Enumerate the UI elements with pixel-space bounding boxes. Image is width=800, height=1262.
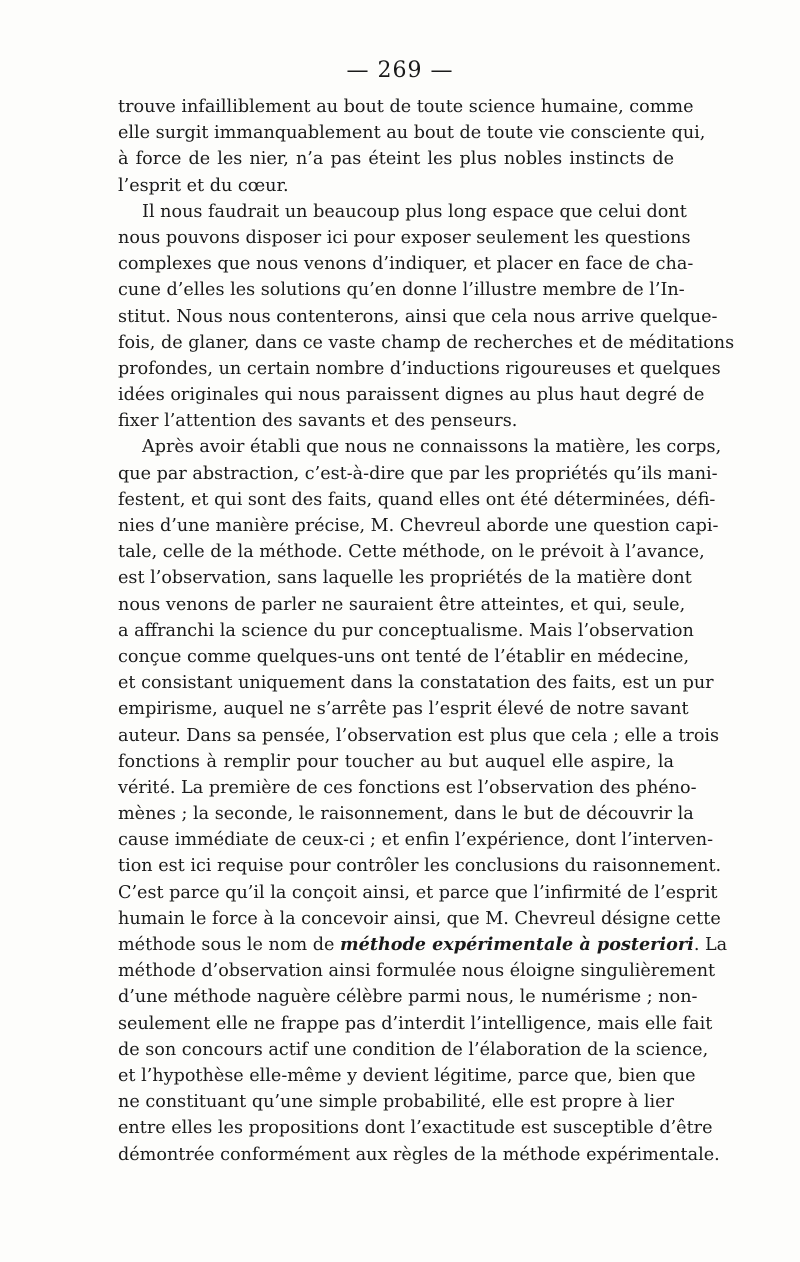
text-line-content: nous pouvons disposer ici pour exposer seulement les questions [118, 227, 691, 248]
text-line-content: et consistant uniquement dans la constatation des faits, est un pur [118, 673, 714, 694]
text-line-content: a affranchi la science du pur conceptualisme. Mais l’observation [118, 620, 694, 641]
text-line-content: nies d’une manière précise, M. Chevreul aborde une question capi- [118, 516, 719, 536]
text-line-content: mènes ; la seconde, le raisonnement, dans le but de découvrir la [118, 804, 694, 825]
text-line [118, 565, 692, 591]
text-line-content: ne constituant qu’une simple probabilité, elle est propre à lier [118, 1092, 674, 1113]
text-line-content: à force de les nier, n’a pas éteint les plus nobles instincts de [118, 149, 674, 170]
text-line-content: entre elles les propositions dont l’exactitude est susceptible d’être [118, 1118, 713, 1139]
text-line [118, 173, 674, 199]
text-line [118, 775, 697, 801]
text-line [118, 434, 722, 460]
text-line-content: de son concours actif une condition de l’élaboration de la science, [118, 1039, 709, 1060]
text-line-content: seulement elle ne frappe pas d’interdit l’intelligence, mais elle fait [118, 1013, 713, 1034]
text-line [118, 408, 674, 434]
text-line-content: et l’hypothèse elle-même y devient légitime, parce que, bien que [118, 1065, 696, 1086]
text-line [118, 120, 706, 146]
text-line [118, 146, 674, 172]
text-line [118, 330, 735, 356]
text-line-tail: . La [693, 935, 728, 955]
text-line-content: Il nous faudrait un beaucoup plus long espace que celui dont [142, 201, 687, 222]
text-line [118, 749, 674, 775]
text-line [118, 513, 719, 539]
text-line-content: idées originales qui nous paraissent dignes au plus haut degré de [118, 385, 705, 406]
text-line [118, 984, 698, 1010]
text-line-content: humain le force à la concevoir ainsi, que M. Chevreul désigne cette [118, 908, 721, 929]
text-line [118, 1011, 713, 1037]
text-line [118, 94, 694, 120]
text-line [118, 487, 716, 513]
text-line-content: que par abstraction, c’est-à-dire que par les propriétés qu’ils mani- [118, 463, 718, 484]
text-line-content: vérité. La première de ces fonctions est l’observation des phéno- [118, 777, 697, 798]
text-line-content: tale, celle de la méthode. Cette méthode, on le prévoit à l’avance, [118, 542, 705, 563]
text-line [118, 251, 694, 277]
text-line [118, 670, 714, 696]
text-line [118, 1115, 713, 1141]
text-line [118, 723, 720, 749]
page-number: — 269 — [346, 58, 454, 83]
text-line-content: Après avoir établi que nous ne connaissons la matière, les corps, [142, 437, 722, 458]
text-line [118, 696, 689, 722]
text-line [118, 827, 714, 853]
text-line [118, 906, 721, 932]
text-line-content: empirisme, auquel ne s’arrête pas l’esprit élevé de notre savant [118, 699, 689, 720]
text-line [118, 958, 716, 984]
text-line-content: stitut. Nous nous contenterons, ainsi que cela nous arrive quelque- [118, 306, 718, 327]
text-line [118, 1037, 709, 1063]
text-line-content: l’esprit et du cœur. [118, 175, 289, 196]
text-line [118, 199, 687, 225]
text-line-content: conçue comme quelques-uns ont tenté de l’établir en médecine, [118, 646, 690, 667]
text-line [118, 277, 685, 303]
text-line-content: fixer l’attention des savants et des penseurs. [118, 411, 518, 432]
text-line-content: fois, de glaner, dans ce vaste champ de recherches et de méditations [118, 332, 735, 353]
text-line-content: cause immédiate de ceux-ci ; et enfin l’expérience, dont l’interven- [118, 830, 714, 851]
text-line [118, 304, 718, 330]
text-line-content: trouve infailliblement au bout de toute science humaine, comme [118, 97, 694, 117]
text-line-content: démontrée conformément aux règles de la méthode expérimentale. [118, 1144, 720, 1165]
text-line-content: complexes que nous venons d’indiquer, et placer en face de cha- [118, 254, 694, 275]
text-line-content: auteur. Dans sa pensée, l’observation est plus que cela ; elle a trois [118, 725, 720, 746]
text-line [118, 592, 686, 618]
text-line [118, 1142, 720, 1168]
text-line [118, 801, 694, 827]
text-line [118, 880, 718, 906]
text-line-content: nous venons de parler ne sauraient être atteintes, et qui, seule, [118, 594, 686, 615]
text-line-content: d’une méthode naguère célèbre parmi nous, le numérisme ; non- [118, 987, 698, 1008]
text-line-content: fonctions à remplir pour toucher au but auquel elle aspire, la [118, 751, 674, 772]
italic-term: méthode expérimentale à posteriori [340, 934, 694, 955]
text-line-content: cune d’elles les solutions qu’en donne l’illustre membre de l’In- [118, 280, 685, 301]
text-line [118, 382, 705, 408]
text-line [118, 1063, 696, 1089]
body-text [118, 94, 735, 1168]
text-line-content: tion est ici requise pour contrôler les conclusions du raisonnement. [118, 856, 722, 877]
text-line-content: elle surgit immanquablement au bout de toute vie consciente qui, [118, 123, 706, 144]
text-line-content: méthode sous le nom de [118, 935, 341, 955]
text-line-content: C’est parce qu’il la conçoit ainsi, et parce que l’infirmité de l’esprit [118, 882, 718, 903]
text-line [118, 644, 690, 670]
text-line [118, 356, 721, 382]
text-line-content: méthode d’observation ainsi formulée nous éloigne singulièrement [118, 961, 716, 982]
text-line-content: festent, et qui sont des faits, quand elles ont été déterminées, défi- [118, 489, 716, 510]
text-line-content: profondes, un certain nombre d’inductions rigoureuses et quelques [118, 358, 721, 379]
text-line [118, 539, 705, 565]
text-line [118, 932, 728, 958]
text-line [118, 618, 694, 644]
text-line [118, 1089, 674, 1115]
text-line [118, 461, 718, 487]
text-line [118, 225, 691, 251]
text-line-content: est l’observation, sans laquelle les propriétés de la matière dont [118, 568, 692, 589]
text-line [118, 853, 722, 879]
